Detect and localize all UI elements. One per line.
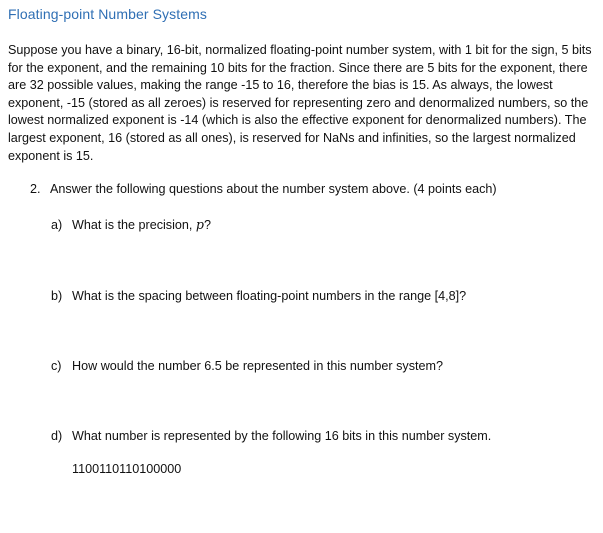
part-d bbox=[51, 428, 491, 445]
part-c-text: How would the number 6.5 be represented in this number system? bbox=[72, 359, 444, 373]
question-text: Answer the following questions about the number system above. (4 points each) bbox=[50, 182, 497, 196]
question-2 bbox=[30, 181, 497, 198]
part-d-letter: d) bbox=[51, 429, 63, 443]
part-b-letter: b) bbox=[51, 289, 63, 303]
section-title: Floating-point Number Systems bbox=[8, 6, 207, 22]
intro-paragraph: Suppose you have a binary, 16-bit, normalized floating-point number system, with 1 bit for the sign, 5 bits for the exponent, and the remaining 10 bits for the fraction. Since there are 5 bits for the exponent, there are 32 possible values, making the range -15 to 16, therefore the bias is 15. As always, the lowest exponent, -15 (stored as all zeroes) is reserved for representing zero and denormalized numbers, so the lowest normalized exponent is -14 (which is also the effective exponent for denormalized numbers). The largest exponent, 16 (stored as all ones), is reserved for NaNs and infinities, so the largest normalized exponent is 15. bbox=[8, 43, 592, 163]
part-b-text: What is the spacing between floating-point numbers in the range [4,8]? bbox=[72, 289, 467, 303]
part-a-variable: p bbox=[195, 217, 204, 232]
part-a-text: What is the precision, bbox=[72, 218, 196, 232]
part-d-text: What number is represented by the following 16 bits in this number system. bbox=[72, 429, 492, 443]
part-a bbox=[51, 216, 211, 234]
part-b bbox=[51, 288, 466, 305]
bit-string: 1100110110100000 bbox=[72, 462, 182, 476]
part-a-suffix: ? bbox=[203, 218, 211, 232]
question-number: 2. bbox=[30, 182, 41, 196]
part-a-letter: a) bbox=[51, 218, 63, 232]
part-c bbox=[51, 358, 443, 375]
part-c-letter: c) bbox=[51, 359, 62, 373]
